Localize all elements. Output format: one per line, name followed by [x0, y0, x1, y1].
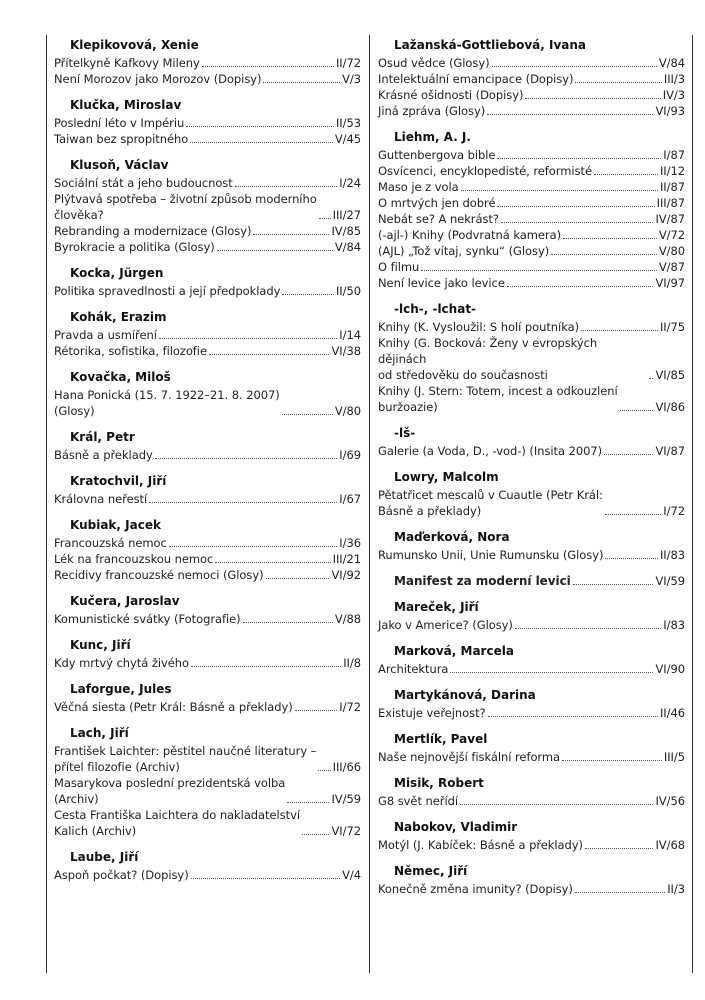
page-ref: II/87: [659, 180, 685, 194]
index-entry: [54, 551, 361, 567]
author-name: Lach, Jiří: [70, 726, 129, 740]
index-entry: [54, 239, 361, 255]
entry-title: Krásné ošidnosti (Dopisy): [378, 88, 524, 102]
index-entry: [378, 243, 685, 259]
index-entry: [54, 191, 361, 223]
dot-leader: [191, 666, 341, 667]
page-ref: VI/90: [655, 662, 685, 676]
author-section: [378, 599, 685, 633]
author-name: Manifest za moderní levici: [394, 574, 571, 588]
entry-title: Královna neřestí: [54, 492, 148, 506]
dot-leader: [319, 218, 331, 219]
author-section: [378, 819, 685, 853]
author-section: [378, 687, 685, 721]
entry-title: Osud vědce (Glosy): [378, 56, 490, 70]
dot-leader: [460, 804, 653, 805]
author-name: Klepikovová, Xenie: [70, 38, 199, 52]
page-ref: VI/38: [331, 344, 361, 358]
entry-title: Existuje veřejnost?: [378, 706, 486, 720]
author-section: [378, 301, 685, 415]
dot-leader: [461, 190, 658, 191]
entry-title: Knihy (J. Stern: Totem, incest a odkouzlení buržoazie): [378, 384, 618, 414]
dot-leader: [169, 546, 338, 547]
entry-title: Věčná siesta (Petr Král: Básně a překlady): [54, 700, 293, 714]
entry-title: Naše nejnovější fiskální reforma: [378, 750, 561, 764]
index-entry: [54, 699, 361, 715]
dot-leader: [488, 716, 658, 717]
index-entry: [378, 661, 685, 677]
left-margin-rule: [46, 35, 47, 973]
index-entry: [378, 227, 685, 243]
dot-leader: [155, 458, 338, 459]
index-entry: [378, 383, 685, 415]
entry-title: Poslední léto v Impériu: [54, 116, 185, 130]
entry-title: František Laichter: pěstitel naučné literatury – přítel filozofie (Archiv): [54, 744, 317, 774]
page-ref: II/12: [659, 164, 685, 178]
entry-title: Rétorika, sofistika, filozofie: [54, 344, 207, 358]
dot-leader: [202, 66, 334, 67]
author-section: [54, 265, 361, 299]
dot-leader: [620, 410, 654, 411]
dot-leader: [581, 330, 658, 331]
author-section: [54, 681, 361, 715]
dot-leader: [563, 238, 657, 239]
entry-title: Rumunsko Unii, Unie Rumunsku (Glosy): [378, 548, 604, 562]
page-ref: II/53: [335, 116, 361, 130]
dot-leader: [421, 270, 657, 271]
index-entry: [54, 567, 361, 583]
entry-title: Jiná zpráva (Glosy): [378, 104, 486, 118]
index-entry: [378, 179, 685, 195]
page-ref: V/45: [334, 132, 361, 146]
entry-title: Není levice jako levice: [378, 276, 505, 290]
index-entry: [378, 103, 685, 119]
dot-leader: [287, 802, 329, 803]
index-entry: [378, 881, 685, 897]
dot-leader: [318, 770, 330, 771]
page-ref: II/83: [659, 548, 685, 562]
page-ref: IV/59: [331, 792, 361, 806]
index-entry: [378, 547, 685, 563]
entry-title: Pětatřicet mescalů v Cuautle (Petr Král: Básně a překlady): [378, 488, 603, 518]
page-ref: V/88: [334, 612, 361, 626]
page-ref: VI/97: [655, 276, 685, 290]
author-section: [54, 37, 361, 87]
page-ref: V/3: [342, 72, 361, 86]
author-name: Lowry, Malcolm: [394, 470, 499, 484]
page-ref: I/72: [339, 700, 361, 714]
entry-title: Motýl (J. Kabíček: Básně a překlady): [378, 838, 583, 852]
page-ref: IV/3: [662, 88, 685, 102]
entry-title: (AJL) „Tož vítaj, synku“ (Glosy): [378, 244, 550, 258]
entry-title: Knihy (K. Vysloužil: S holí poutníka): [378, 320, 580, 334]
index-entry: [54, 447, 361, 463]
right-column: [378, 37, 685, 907]
author-section: [54, 97, 361, 147]
dot-leader: [253, 234, 329, 235]
author-name: Misik, Robert: [394, 776, 484, 790]
entry-title: Architektura: [378, 662, 449, 676]
index-entry: [378, 443, 685, 459]
index-entry: [54, 867, 361, 883]
author-section: [54, 157, 361, 255]
author-section: [54, 473, 361, 507]
page-ref: V/87: [658, 260, 685, 274]
dot-leader: [649, 378, 653, 379]
index-entry: [378, 275, 685, 291]
dot-leader: [605, 514, 661, 515]
entry-title: G8 svět neřídí: [378, 794, 459, 808]
author-name: -lš-: [394, 426, 416, 440]
dot-leader: [594, 174, 658, 175]
author-name: Kovačka, Miloš: [70, 370, 171, 384]
index-entry: [378, 71, 685, 87]
entry-title: Galerie (a Voda, D., -vod-) (Insita 2007): [378, 444, 603, 458]
index-entry: [54, 55, 361, 71]
index-entry: [378, 319, 685, 335]
author-name: -lch-, -lchat-: [394, 302, 477, 316]
author-section: [378, 775, 685, 809]
author-section: [378, 469, 685, 519]
entry-title: Sociální stát a jeho budoucnost: [54, 176, 233, 190]
index-entry: [378, 749, 685, 765]
page-ref: II/75: [659, 320, 685, 334]
dot-leader: [302, 834, 329, 835]
entry-title: Hana Ponická (15. 7. 1922–21. 8. 2007) (Glosy): [54, 388, 280, 418]
page-ref: IV/56: [655, 794, 685, 808]
page-ref: I/72: [663, 504, 685, 518]
index-entry: [378, 259, 685, 275]
author-section: [54, 593, 361, 627]
dot-leader: [507, 286, 654, 287]
author-name: Liehm, A. J.: [394, 130, 471, 144]
entry-title: Taiwan bez spropitného: [54, 132, 189, 146]
dot-leader: [190, 142, 333, 143]
page-ref: V/84: [334, 240, 361, 254]
author-name: Kubiak, Jacek: [70, 518, 161, 532]
entry-title: Komunistické svátky (Fotografie): [54, 612, 241, 626]
index-entry: [54, 807, 361, 839]
entry-title: Není Morozov jako Morozov (Dopisy): [54, 72, 262, 86]
entry-title: Aspoň počkat? (Dopisy): [54, 868, 189, 882]
page-ref: II/8: [343, 656, 361, 670]
entry-title: Byrokracie a politika (Glosy): [54, 240, 215, 254]
page-ref: II/50: [335, 284, 361, 298]
dot-leader: [217, 250, 333, 251]
index-entry: [378, 705, 685, 721]
author-section: [378, 129, 685, 291]
page-ref: III/3: [663, 72, 685, 86]
entry-title: Francouzská nemoc: [54, 536, 167, 550]
index-entry: [54, 131, 361, 147]
author-section: [54, 725, 361, 839]
dot-leader: [450, 672, 653, 673]
dot-leader: [266, 578, 330, 579]
page-ref: III/87: [656, 196, 685, 210]
entry-title: Osvícenci, encyklopedisté, reformisté: [378, 164, 592, 178]
author-section: [54, 429, 361, 463]
index-entry: [54, 491, 361, 507]
author-name: Král, Petr: [70, 430, 135, 444]
entry-title: Guttenbergova bible: [378, 148, 496, 162]
dot-leader: [149, 502, 337, 503]
index-entry: [378, 195, 685, 211]
index-entry: [54, 775, 361, 807]
index-entry: [54, 283, 361, 299]
entry-title: Básně a překlady: [54, 448, 153, 462]
author-name: Lažanská-Gottliebová, Ivana: [394, 38, 587, 52]
author-section: [378, 425, 685, 459]
page-ref: I/24: [339, 176, 361, 190]
index-entry: [54, 71, 361, 87]
page-ref: IV/87: [655, 212, 685, 226]
page-ref: II/46: [659, 706, 685, 720]
right-margin-rule: [692, 35, 693, 973]
index-entry: [54, 223, 361, 239]
entry-title: Plýtvavá spotřeba – životní způsob moderního člověka?: [54, 192, 317, 222]
dot-leader: [209, 354, 329, 355]
dot-leader: [191, 878, 340, 879]
dot-leader: [487, 114, 653, 115]
author-name: Martykánová, Darina: [394, 688, 536, 702]
entry-title: Knihy (G. Bocková: Ženy v evropských dějinách od středověku do současnosti: [378, 336, 598, 382]
index-entry: [54, 655, 361, 671]
index-entry: [54, 387, 361, 419]
entry-title: Přítelkyně Kafkovy Mileny: [54, 56, 200, 70]
dot-leader: [501, 222, 654, 223]
entry-title: Rebranding a modernizace (Glosy): [54, 224, 252, 238]
entry-title: Recidivy francouzské nemoci (Glosy): [54, 568, 264, 582]
author-section: [378, 643, 685, 677]
index-entry: [378, 793, 685, 809]
author-name: Kunc, Jiří: [70, 638, 131, 652]
author-name: Klučka, Miroslav: [70, 98, 182, 112]
dot-leader: [159, 338, 337, 339]
index-entry: [54, 611, 361, 627]
page-ref: I/67: [339, 492, 361, 506]
entry-title: O filmu: [378, 260, 420, 274]
entry-title: Kdy mrtvý chytá živého: [54, 656, 189, 670]
dot-leader: [605, 558, 658, 559]
page-ref: II/72: [335, 56, 361, 70]
dot-leader: [497, 158, 661, 159]
index-entry: [54, 115, 361, 131]
page-ref: III/66: [332, 760, 361, 774]
index-entry: [378, 487, 685, 519]
page-ref: VI/93: [655, 104, 685, 118]
author-name: Marková, Marcela: [394, 644, 514, 658]
author-section: [54, 309, 361, 359]
dot-leader: [186, 126, 334, 127]
page-ref: III/27: [332, 208, 361, 222]
page-ref: III/21: [332, 552, 361, 566]
page-ref: V/84: [658, 56, 685, 70]
author-name: Kohák, Erazim: [70, 310, 167, 324]
dot-leader: [282, 294, 334, 295]
author-name: Němec, Jiří: [394, 864, 468, 878]
page-ref: III/5: [663, 750, 685, 764]
author-section: [54, 517, 361, 583]
page-ref: IV/85: [331, 224, 361, 238]
index-entry: [378, 55, 685, 71]
entry-title: Cesta Františka Laichtera do nakladatelství Kalich (Archiv): [54, 808, 300, 838]
page-ref: V/80: [334, 404, 361, 418]
index-entry: [378, 147, 685, 163]
dot-leader: [573, 584, 654, 585]
author-section: [378, 37, 685, 119]
author-name: Mareček, Jiří: [394, 600, 479, 614]
index-entry: [54, 743, 361, 775]
dot-leader: [282, 414, 333, 415]
dot-leader: [515, 628, 661, 629]
index-entry: [394, 573, 685, 589]
page-ref: VI/72: [331, 824, 361, 838]
dot-leader: [235, 186, 338, 187]
author-name: Kučera, Jaroslav: [70, 594, 180, 608]
index-entry: [54, 327, 361, 343]
index-entry: [378, 211, 685, 227]
dot-leader: [562, 760, 662, 761]
page-ref: VI/86: [655, 400, 685, 414]
page-ref: VI/87: [655, 444, 685, 458]
index-entry: [54, 175, 361, 191]
page-ref: I/87: [663, 148, 685, 162]
page-ref: I/83: [663, 618, 685, 632]
entry-title: Lék na francouzskou nemoc: [54, 552, 214, 566]
dot-leader: [295, 710, 338, 711]
page-ref: V/72: [658, 228, 685, 242]
left-column: [54, 37, 361, 893]
entry-title: Jako v Americe? (Glosy): [378, 618, 513, 632]
entry-title: Masarykova poslední prezidentská volba (Archiv): [54, 776, 286, 806]
dot-leader: [575, 82, 661, 83]
dot-leader: [575, 892, 665, 893]
index-entry: [378, 335, 685, 383]
dot-leader: [497, 206, 654, 207]
dot-leader: [492, 66, 657, 67]
entry-title: Konečně změna imunity? (Dopisy): [378, 882, 573, 896]
author-name: Nabokov, Vladimir: [394, 820, 518, 834]
index-entry: [54, 535, 361, 551]
index-entry: [378, 617, 685, 633]
entry-title: Maso je z vola: [378, 180, 459, 194]
dot-leader: [215, 562, 330, 563]
author-name: Klusoň, Václav: [70, 158, 169, 172]
page-ref: VI/92: [331, 568, 361, 582]
author-name: Laube, Jiří: [70, 850, 139, 864]
author-section: [54, 637, 361, 671]
index-entry: [378, 837, 685, 853]
entry-title: (-ajl-) Knihy (Podvratná kamera): [378, 228, 562, 242]
author-name: Mertlík, Pavel: [394, 732, 488, 746]
author-section: [378, 573, 685, 589]
author-section: [378, 863, 685, 897]
author-section: [54, 849, 361, 883]
entry-title: Politika spravedlnosti a její předpoklady: [54, 284, 281, 298]
index-entry: [378, 87, 685, 103]
page-ref: II/3: [667, 882, 685, 896]
dot-leader: [604, 454, 653, 455]
dot-leader: [525, 98, 660, 99]
index-entry: [378, 163, 685, 179]
page-ref: V/4: [342, 868, 361, 882]
author-name: Kratochvil, Jiří: [70, 474, 167, 488]
dot-leader: [585, 848, 653, 849]
dot-leader: [551, 254, 657, 255]
page-ref: I/69: [339, 448, 361, 462]
author-name: Kocka, Jürgen: [70, 266, 164, 280]
entry-title: Intelektuální emancipace (Dopisy): [378, 72, 574, 86]
author-section: [54, 369, 361, 419]
author-name: Laforgue, Jules: [70, 682, 172, 696]
author-section: [378, 529, 685, 563]
page-ref: IV/68: [655, 838, 685, 852]
page-ref: I/14: [339, 328, 361, 342]
page-ref: I/36: [339, 536, 361, 550]
dot-leader: [243, 622, 333, 623]
entry-title: O mrtvých jen dobré: [378, 196, 496, 210]
page-ref: VI/85: [655, 368, 685, 382]
page-ref: VI/59: [655, 574, 685, 588]
dot-leader: [263, 82, 340, 83]
column-divider-rule: [369, 35, 370, 973]
page-ref: V/80: [658, 244, 685, 258]
entry-title: Pravda a usmíření: [54, 328, 157, 342]
entry-title: Nebát se? A nekrást?: [378, 212, 499, 226]
author-name: Maďerková, Nora: [394, 530, 510, 544]
author-section: [378, 731, 685, 765]
index-entry: [54, 343, 361, 359]
